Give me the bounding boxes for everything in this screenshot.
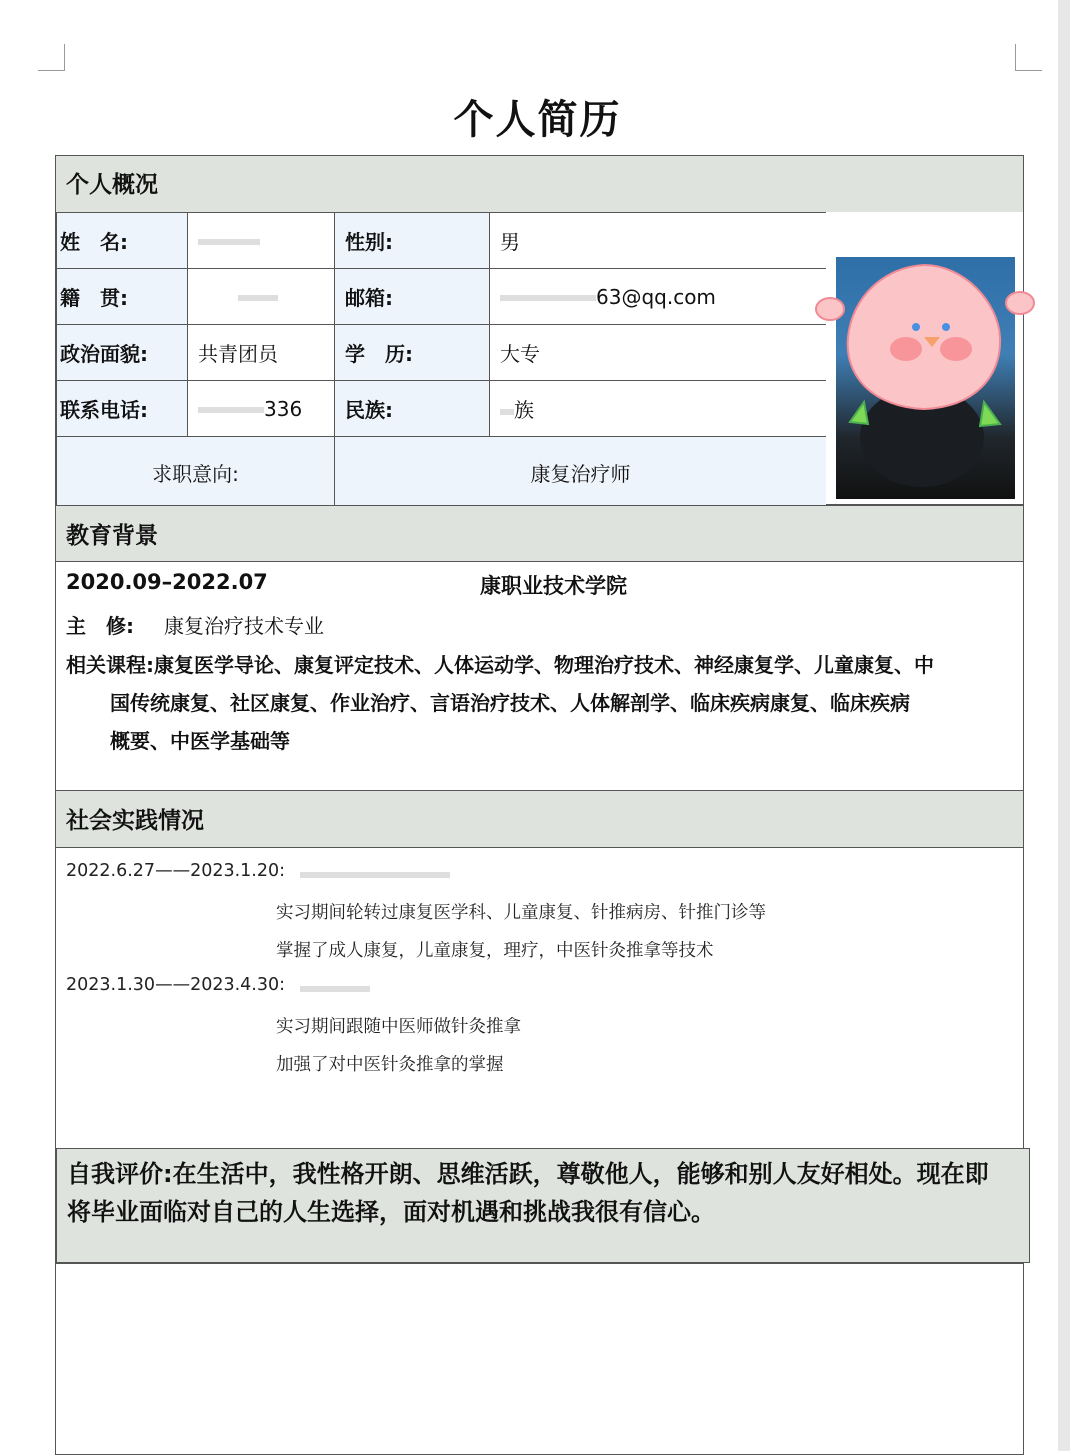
page-title: 个人简历 (453, 97, 622, 143)
ethnic-value (490, 381, 827, 437)
practice-2-line-2: 加强了对中医针灸推拿的掌握 (276, 1055, 504, 1075)
politics-value: 共青团员 (188, 325, 335, 381)
page-edge (1058, 0, 1070, 1451)
courses-line-1: 康复医学导论、康复评定技术、人体运动学、物理治疗技术、神经康复学、儿童康复、中 (154, 653, 934, 677)
intent-value: 康复治疗师 (335, 437, 827, 508)
email-value (490, 269, 827, 325)
edu-level-value: 大专 (490, 325, 827, 381)
origin-label: 籍 贯: (57, 269, 188, 325)
major-value: 康复治疗技术专业 (164, 614, 324, 638)
edu-period: 2020.09–2022.07 (66, 570, 268, 594)
origin-value-redacted (188, 269, 335, 325)
practice-1-line-1: 实习期间轮转过康复医学科、儿童康复、针推病房、针推门诊等 (276, 903, 766, 923)
politics-label: 政治面貌: (57, 325, 188, 381)
email-text: 63@qq.com (596, 284, 716, 309)
phone-text: 336 (264, 396, 303, 421)
practice-2-place-redacted (300, 986, 370, 992)
practice-1-place-redacted (300, 872, 450, 878)
practice-1-line-2: 掌握了成人康复，儿童康复，理疗，中医针灸推拿等技术 (276, 941, 714, 961)
practice-2-line-1: 实习期间跟随中医师做针灸推拿 (276, 1017, 521, 1037)
crop-mark-top-right (1015, 44, 1042, 71)
major-label: 主 修: (66, 614, 134, 638)
name-label: 姓 名: (57, 213, 188, 269)
practice-1-period: 2022.6.27——2023.1.20: (66, 861, 286, 881)
profile-section-header: 个人概况 (56, 155, 1023, 213)
education-section-header: 教育背景 (56, 505, 1023, 562)
practice-2-period: 2023.1.30——2023.4.30: (66, 975, 286, 995)
edu-major-row (66, 610, 324, 639)
section-divider (56, 1263, 1023, 1264)
courses-line-3: 概要、中医学基础等 (110, 729, 290, 753)
edu-school: 康职业技术学院 (480, 574, 627, 598)
name-value-redacted (188, 213, 335, 269)
edu-level-label: 学 历: (335, 325, 490, 381)
courses-label: 相关课程: (66, 653, 154, 677)
profile-photo (836, 257, 1015, 499)
phone-label: 联系电话: (57, 381, 188, 437)
self-eval-line-2: 将毕业面临对自己的人生选择，面对机遇和挑战我很有信心。 (67, 1198, 715, 1226)
practice-section-header: 社会实践情况 (56, 790, 1023, 848)
courses-block (66, 646, 1006, 760)
gender-value: 男 (490, 213, 827, 269)
self-evaluation-box (56, 1148, 1030, 1263)
gender-label: 性别: (335, 213, 490, 269)
crop-mark-top-left (38, 44, 65, 71)
self-eval-line-1: 自我评价:在生活中，我性格开朗、思维活跃，尊敬他人，能够和别人友好相处。现在即 (67, 1160, 989, 1188)
phone-value (188, 381, 335, 437)
email-label: 邮箱: (335, 269, 490, 325)
profile-table (56, 212, 827, 508)
ethnic-label: 民族: (335, 381, 490, 437)
ethnic-text: 族 (514, 398, 534, 422)
courses-line-2: 国传统康复、社区康复、作业治疗、言语治疗技术、人体解剖学、临床疾病康复、临床疾病 (110, 691, 910, 715)
intent-label: 求职意向: (57, 437, 335, 508)
sticker-icon (824, 257, 1044, 497)
